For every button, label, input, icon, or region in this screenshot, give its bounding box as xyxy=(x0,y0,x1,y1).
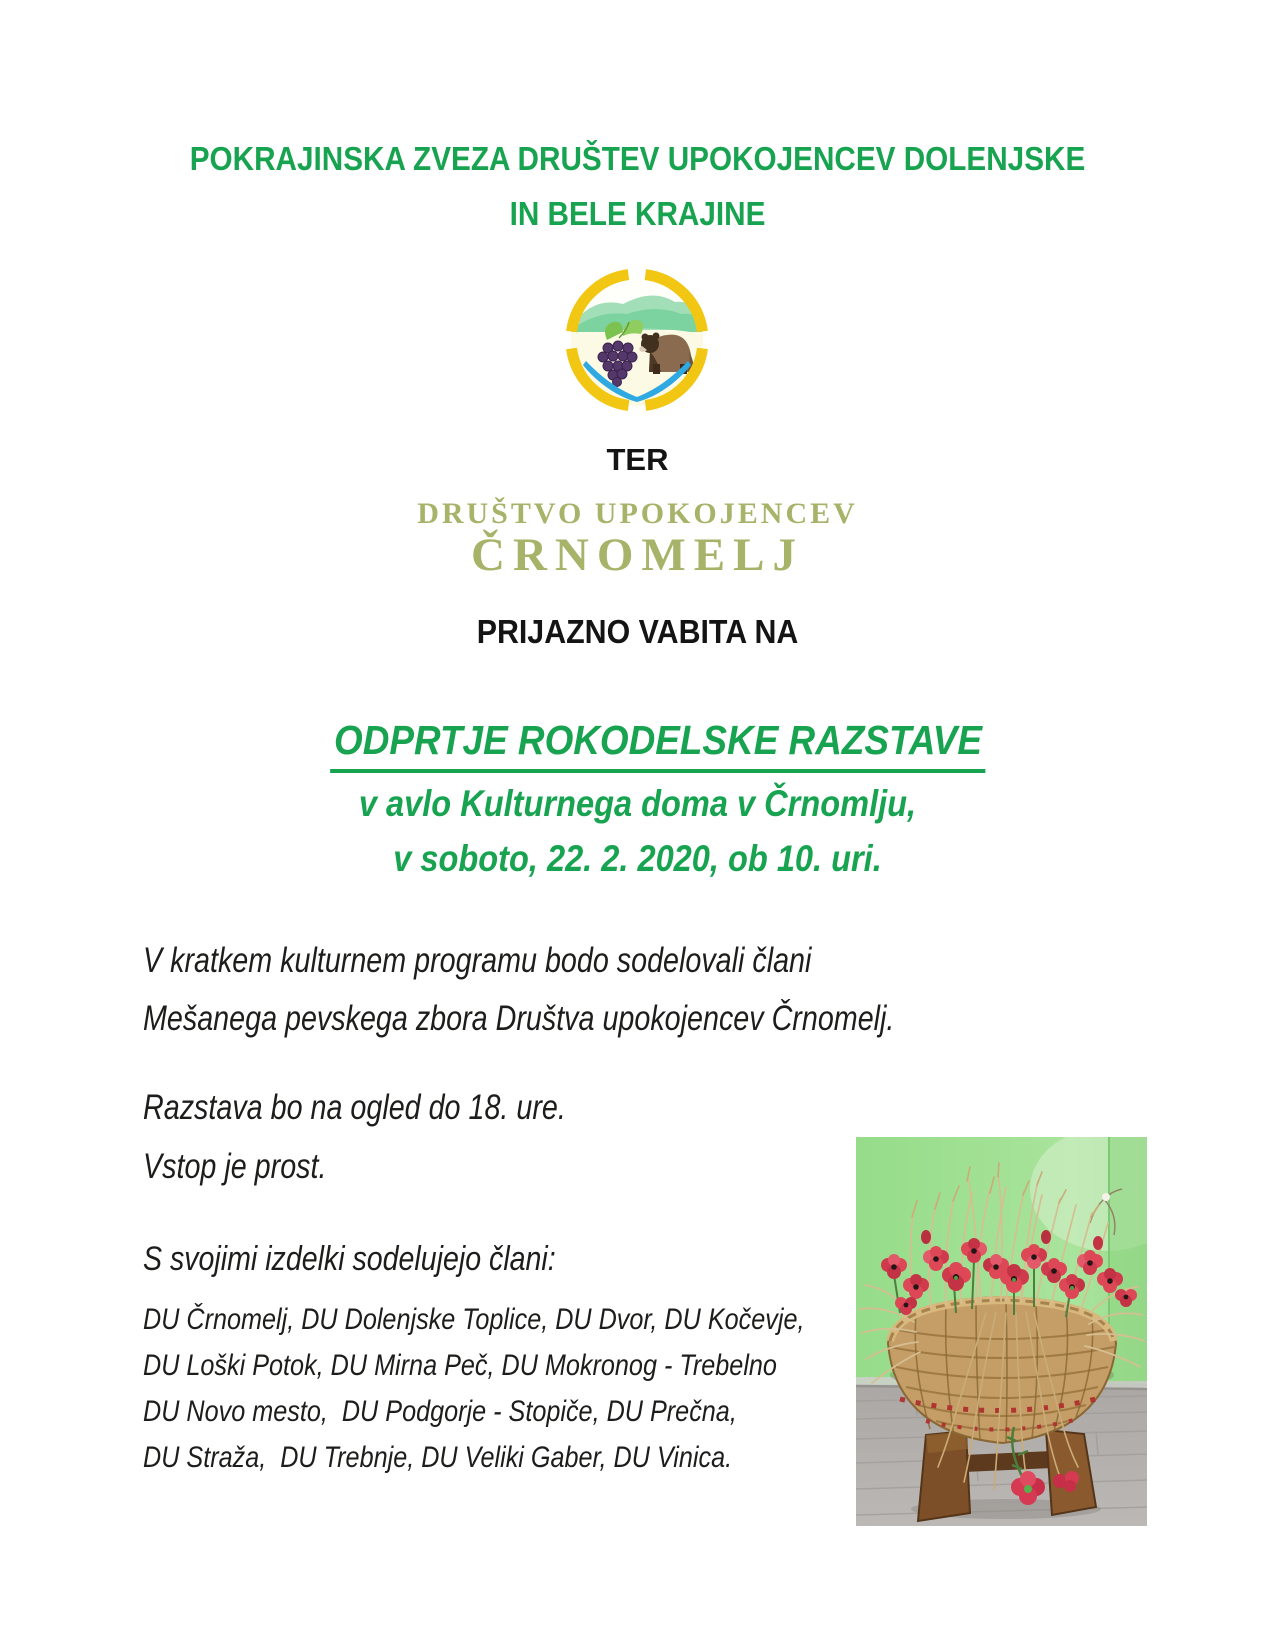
association-name-line1: POKRAJINSKA ZVEZA DRUŠTEV UPOKOJENCEV DOLENJSKE xyxy=(189,140,1086,177)
participant-list-line: DU Novo mesto, DU Podgorje - Stopiče, DU Prečna, xyxy=(143,1395,737,1428)
society-name-line1: DRUŠTVO UPOKOJENCEV xyxy=(417,497,858,530)
program-paragraph-line2: Mešanega pevskega zbora Društva upokojencev Črnomelj. xyxy=(143,999,895,1038)
program-paragraph-line1: V kratkem kulturnem programu bodo sodelovali člani xyxy=(143,941,812,980)
invitation-text: PRIJAZNO VABITA NA xyxy=(476,613,799,650)
poppies-basket-photo xyxy=(856,1137,1147,1526)
association-name-line2: IN BELE KRAJINE xyxy=(509,195,766,232)
society-name-line2: ČRNOMELJ xyxy=(471,529,804,581)
participant-list-line: DU Straža, DU Trebnje, DU Veliki Gaber, DU Vinica. xyxy=(143,1441,733,1474)
connector-ter: TER xyxy=(606,442,669,477)
participants-heading: S svojimi izdelki sodelujejo člani: xyxy=(143,1240,556,1278)
event-datetime-line: v soboto, 22. 2. 2020, ob 10. uri. xyxy=(393,838,882,879)
participant-list-line: DU Črnomelj, DU Dolenjske Toplice, DU Dvor, DU Kočevje, xyxy=(143,1303,805,1336)
event-venue-line: v avlo Kulturnega doma v Črnomlju, xyxy=(358,783,917,824)
viewing-info-line: Razstava bo na ogled do 18. ure. xyxy=(143,1088,566,1127)
pzdu-logo xyxy=(557,260,717,420)
admission-info-line: Vstop je prost. xyxy=(143,1147,327,1186)
event-title-underlined: ODPRTJE ROKODELSKE RAZSTAVE xyxy=(330,717,985,773)
participant-list-line: DU Loški Potok, DU Mirna Peč, DU Mokronog - Trebelno xyxy=(143,1349,777,1382)
